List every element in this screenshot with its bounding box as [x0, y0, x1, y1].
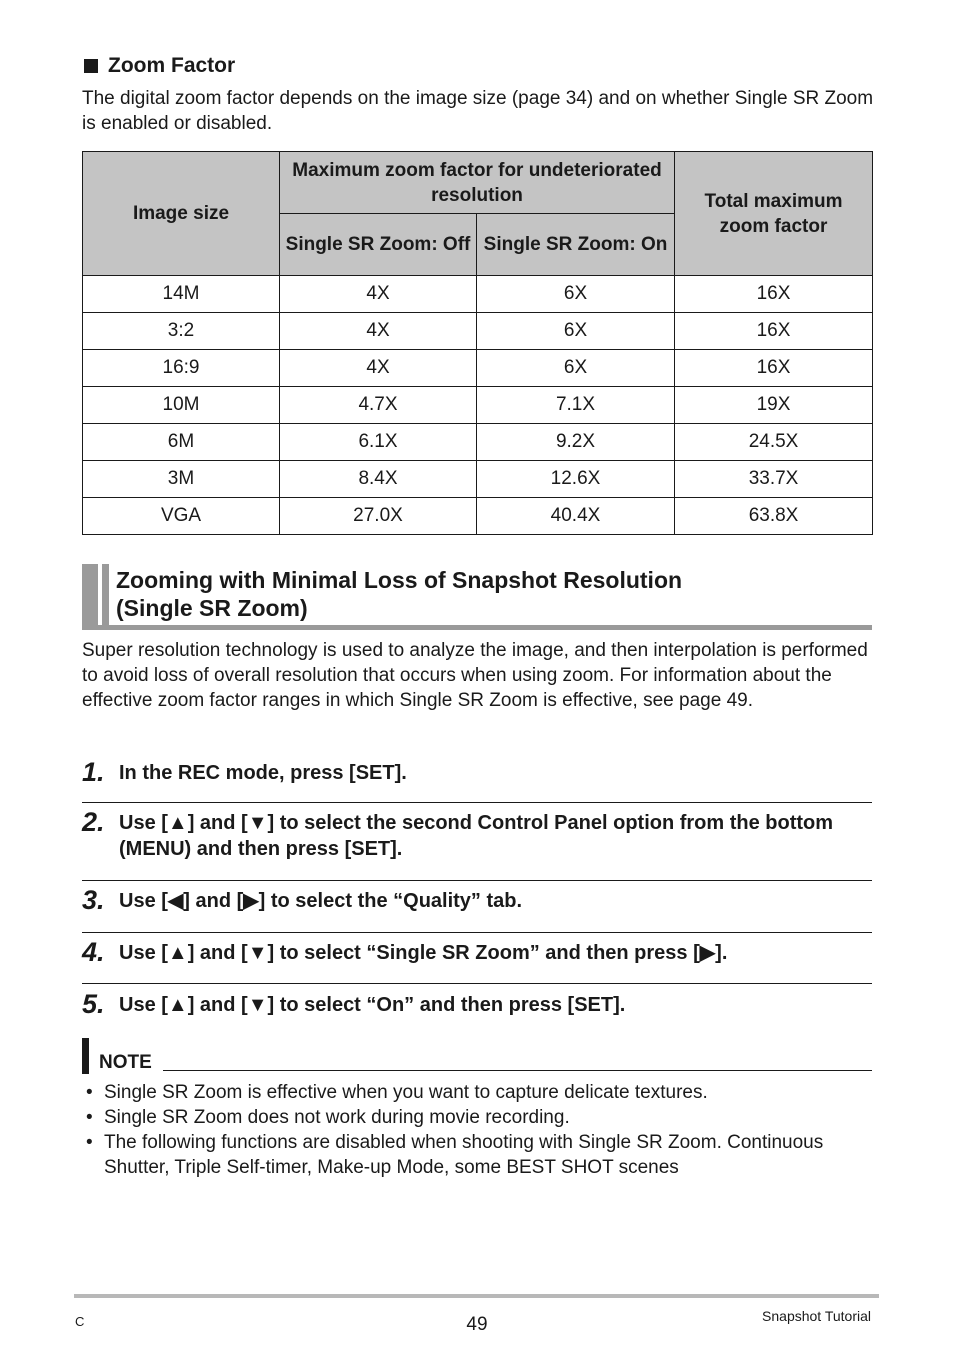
note-bar	[82, 1038, 89, 1074]
note-item: • Single SR Zoom is effective when you want to capture delicate textures.	[82, 1080, 882, 1105]
header-total-zoom: Total maximum zoom factor	[675, 152, 873, 276]
section-body: Super resolution technology is used to analyze the image, and then interpolation is performed to avoid loss of overall resolution that occurs when using zoom. For information about the effective zoom factor ranges in which Single SR Zoom is effective, see page 49.	[82, 640, 868, 711]
cell-size: 14M	[83, 276, 280, 313]
table-row	[83, 387, 873, 424]
cell-total: 19X	[675, 387, 873, 424]
step-5	[82, 990, 872, 1018]
square-bullet-icon	[84, 59, 98, 73]
cell-total: 63.8X	[675, 498, 873, 535]
step-divider	[82, 802, 872, 803]
cell-total: 33.7X	[675, 461, 873, 498]
cell-on: 6X	[477, 350, 675, 387]
cell-off: 27.0X	[280, 498, 477, 535]
cell-size: VGA	[83, 498, 280, 535]
section-underline	[82, 625, 872, 630]
footer-section-name: Snapshot Tutorial	[762, 1308, 871, 1324]
cell-off: 4X	[280, 350, 477, 387]
section-title	[116, 566, 876, 622]
table-row	[83, 424, 873, 461]
cell-on: 7.1X	[477, 387, 675, 424]
cell-size: 10M	[83, 387, 280, 424]
cell-on: 9.2X	[477, 424, 675, 461]
cell-on: 12.6X	[477, 461, 675, 498]
cell-size: 3:2	[83, 313, 280, 350]
cell-off: 8.4X	[280, 461, 477, 498]
cell-total: 24.5X	[675, 424, 873, 461]
step-number: 4.	[82, 937, 105, 967]
zoom-factor-table	[82, 151, 873, 535]
footer-language-code: C	[75, 1314, 85, 1329]
step-number: 5.	[82, 989, 105, 1019]
note-item: • Single SR Zoom does not work during movie recording.	[82, 1105, 882, 1130]
step-number: 3.	[82, 885, 105, 915]
header-sr-on: Single SR Zoom: On	[477, 214, 675, 276]
step-4	[82, 938, 872, 966]
step-text: Use [▲] and [▼] to select “On” and then press [SET].	[119, 994, 626, 1016]
step-text: Use [▲] and [▼] to select the second Control Panel option from the bottom (MENU) and then press [SET].	[119, 812, 834, 860]
table-row	[83, 313, 873, 350]
cell-off: 6.1X	[280, 424, 477, 461]
cell-size: 6M	[83, 424, 280, 461]
cell-total: 16X	[675, 276, 873, 313]
note-label: NOTE	[99, 1052, 152, 1073]
header-sr-off: Single SR Zoom: Off	[280, 214, 477, 276]
step-number: 1.	[82, 757, 105, 787]
table-row	[83, 350, 873, 387]
cell-off: 4.7X	[280, 387, 477, 424]
cell-on: 6X	[477, 276, 675, 313]
table-row	[83, 461, 873, 498]
step-2	[82, 808, 872, 862]
step-text: In the REC mode, press [SET].	[119, 762, 407, 784]
note-list	[82, 1080, 882, 1180]
zoom-factor-intro: The digital zoom factor depends on the image size (page 34) and on whether Single SR Zoom is enabled or disabled.	[82, 88, 874, 134]
step-3	[82, 886, 872, 914]
step-text: Use [◀] and [▶] to select the “Quality” tab.	[119, 890, 523, 912]
step-number: 2.	[82, 807, 105, 837]
page-number: 49	[466, 1314, 488, 1335]
cell-off: 4X	[280, 276, 477, 313]
step-1	[82, 758, 872, 786]
zoom-factor-heading	[84, 54, 235, 78]
zoom-factor-title: Zoom Factor	[108, 54, 236, 77]
section-heading-bar-thin	[102, 564, 109, 626]
section-heading-bar	[82, 564, 98, 626]
section-title-line-1: Zooming with Minimal Loss of Snapshot Resolution	[116, 567, 683, 593]
note-rule	[163, 1070, 872, 1071]
step-divider	[82, 932, 872, 933]
step-text: Use [▲] and [▼] to select “Single SR Zoom” and then press [▶].	[119, 942, 728, 964]
step-divider	[82, 880, 872, 881]
step-divider	[82, 983, 872, 984]
cell-off: 4X	[280, 313, 477, 350]
cell-total: 16X	[675, 313, 873, 350]
cell-total: 16X	[675, 350, 873, 387]
cell-size: 3M	[83, 461, 280, 498]
cell-on: 40.4X	[477, 498, 675, 535]
table-row	[83, 276, 873, 313]
section-title-line-2: (Single SR Zoom)	[116, 595, 308, 621]
table-row	[83, 498, 873, 535]
note-item: • The following functions are disabled when shooting with Single SR Zoom. Continuous Shutter, Triple Self-timer, Make-up Mode, some BEST SHOT scenes	[82, 1130, 882, 1180]
footer-rule	[74, 1294, 879, 1298]
cell-size: 16:9	[83, 350, 280, 387]
header-max-zoom-group: Maximum zoom factor for undeteriorated resolution	[280, 152, 675, 214]
header-image-size: Image size	[83, 152, 280, 276]
cell-on: 6X	[477, 313, 675, 350]
